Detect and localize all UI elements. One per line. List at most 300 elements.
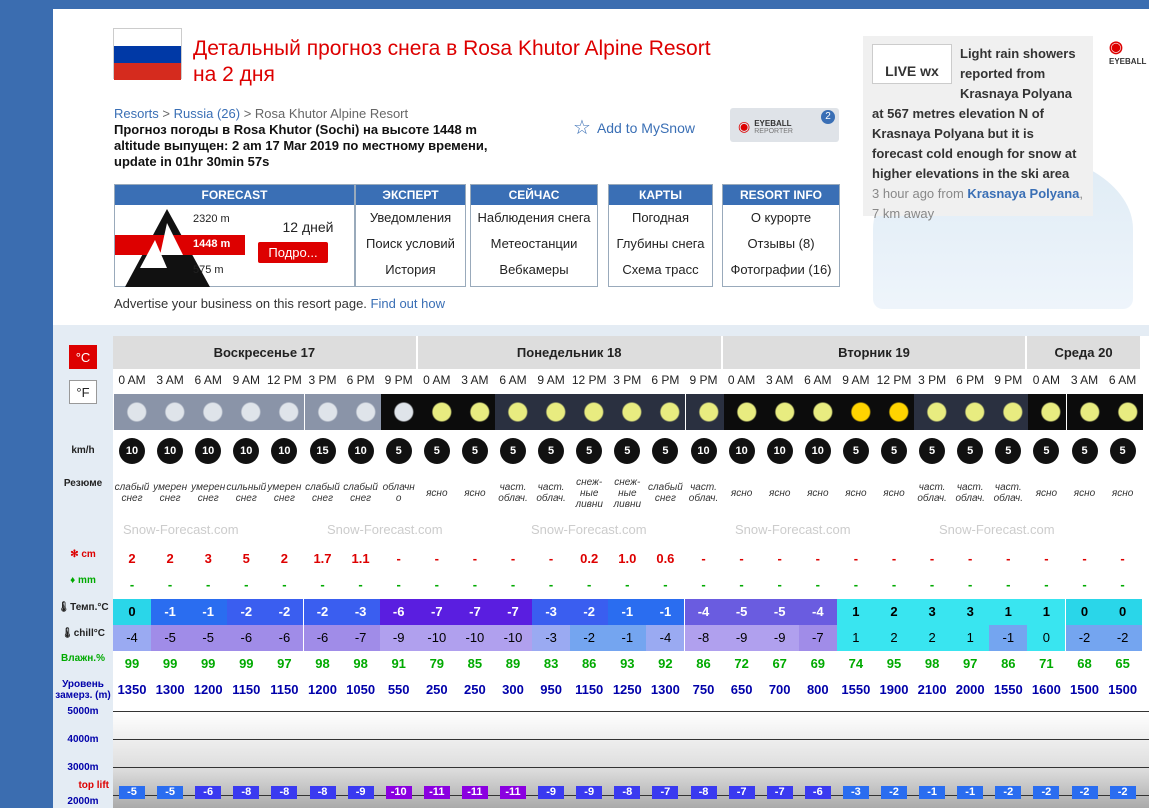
toplift-temp: -11 <box>500 786 526 799</box>
hour-label: 6 PM <box>346 373 375 387</box>
chill-cell: -6 <box>227 625 265 651</box>
raindrop-icon: ♦ <box>70 575 76 586</box>
rain-cell: - <box>625 577 630 592</box>
summary-cell: снеж-ные ливни <box>575 476 603 510</box>
summary-cell: ясно <box>1073 487 1096 499</box>
weather-icon <box>686 394 724 430</box>
weather-icon <box>152 394 190 430</box>
menu-item-snow-depth[interactable]: Глубины снега <box>616 236 705 251</box>
snow-cell: 1.7 <box>313 551 332 566</box>
humidity-cell: 86 <box>581 656 597 671</box>
rain-cell: - <box>1006 577 1011 592</box>
menu-item-about[interactable]: О курорте <box>750 210 812 225</box>
weather-icon <box>724 394 762 430</box>
elev-top: 2320 m <box>193 213 230 225</box>
hour-label: 9 AM <box>842 373 870 387</box>
snow-cell: 1.0 <box>618 551 637 566</box>
humidity-cell: 83 <box>543 656 559 671</box>
temp-label: 🌡Темп.°C <box>57 602 109 613</box>
rain-cell: - <box>1044 577 1049 592</box>
altitude-line <box>113 767 1149 768</box>
toplift-temp: -9 <box>348 786 374 799</box>
info-line1: Прогноз погоды в Rosa Khutor (Sochi) на высоте 1448 m <box>114 122 477 137</box>
report-dist: , 7 km away <box>872 186 1084 221</box>
menu-item-piste-map[interactable]: Схема трасс <box>622 262 699 277</box>
summary-cell: умерен снег <box>191 482 226 504</box>
day-header: Понедельник 18 <box>418 336 723 369</box>
freeze-cell: 300 <box>502 682 524 697</box>
wind-speed-icon: 10 <box>195 438 221 464</box>
eyeball-reporter-button[interactable] <box>730 108 839 142</box>
chill-cell: -7 <box>799 625 837 651</box>
rain-cell: - <box>244 577 249 592</box>
eyeball-corner-label: EYEBALL <box>1109 57 1147 66</box>
chill-cell: -4 <box>113 625 151 651</box>
chill-label: 🌡chill°C <box>61 628 105 639</box>
forecast-table-area <box>53 325 1149 808</box>
temp-cell: -2 <box>227 599 265 625</box>
humidity-cell: 97 <box>277 656 292 671</box>
freeze-cell: 1150 <box>232 682 261 697</box>
temp-cell: -7 <box>456 599 494 625</box>
fahrenheit-button[interactable]: °F <box>69 380 97 404</box>
snow-label: ✻ cm <box>70 549 96 560</box>
summary-cell: ясно <box>464 487 486 499</box>
menu-item-weather-map[interactable]: Погодная <box>631 210 689 225</box>
wind-cell <box>265 432 303 470</box>
snow-cell: 3 <box>204 551 212 566</box>
weather-icon <box>1028 394 1066 430</box>
wind-cell <box>113 432 151 470</box>
russia-flag <box>113 28 182 79</box>
toplift-temp: -2 <box>995 786 1021 799</box>
humidity-cell: 79 <box>429 656 445 671</box>
chill-cell: 2 <box>913 625 951 651</box>
freeze-cell: 1200 <box>193 682 223 697</box>
menu-item-search[interactable]: Поиск условий <box>366 236 455 251</box>
chill-cell: -8 <box>685 625 723 651</box>
hour-label: 12 PM <box>267 373 302 387</box>
snow-cell: - <box>853 551 859 566</box>
forecast-info <box>114 122 494 170</box>
advert-link[interactable]: Find out how <box>370 296 445 311</box>
temp-cell: 1 <box>1027 599 1065 625</box>
wind-cell <box>227 432 265 470</box>
snow-cell: - <box>1006 551 1011 566</box>
add-mysnow-label: Add to MySnow <box>596 119 695 136</box>
hour-label: 9 PM <box>384 373 413 387</box>
chill-cell: 1 <box>951 625 989 651</box>
wind-speed-icon: 10 <box>691 438 717 464</box>
hour-label: 0 AM <box>727 373 756 387</box>
freeze-cell: 550 <box>387 682 410 697</box>
snow-cell: 2 <box>166 551 174 566</box>
humidity-label: Влажн.% <box>61 653 105 664</box>
snow-cell: - <box>1082 551 1087 566</box>
summary-cell: сильный снег <box>226 482 267 504</box>
toplift-temp: -11 <box>424 786 450 799</box>
temp-cell: -5 <box>723 599 761 625</box>
freeze-cell: 1550 <box>993 682 1023 697</box>
summary-cell: ясно <box>807 487 829 499</box>
rain-cell: - <box>1082 577 1087 592</box>
chill-cell: -3 <box>532 625 570 651</box>
humidity-cell: 93 <box>620 656 635 671</box>
page-title: Детальный прогноз снега в Rosa Khutor Alpine Resort на 2 дня <box>193 37 711 86</box>
temp-cell: -1 <box>646 599 684 625</box>
wind-cell <box>913 432 951 470</box>
wind-speed-icon: 10 <box>805 438 831 464</box>
snow-cell: - <box>434 551 439 566</box>
snow-cell: - <box>548 551 554 566</box>
hour-label: 3 AM <box>461 373 489 387</box>
freeze-cell: 2100 <box>917 682 947 697</box>
crumb-resort: Rosa Khutor Alpine Resort <box>254 106 409 121</box>
wind-cell <box>799 432 837 470</box>
summary-cell: ясно <box>768 487 791 499</box>
weather-icon <box>419 394 457 430</box>
humidity-cell: 89 <box>505 656 521 671</box>
watermark: Snow-Forecast.com <box>123 522 239 537</box>
snow-cell: - <box>739 551 744 566</box>
temp-cell: -5 <box>761 599 799 625</box>
menu-item-stations[interactable]: Метеостанции <box>490 236 578 251</box>
humidity-cell: 86 <box>1001 656 1016 671</box>
summary-cell: част. облач. <box>536 482 566 504</box>
summary-cell: слабый снег <box>343 482 378 504</box>
wind-speed-icon: 5 <box>1072 438 1098 464</box>
rain-cell: - <box>701 577 706 592</box>
crumb-resorts[interactable]: Resorts <box>114 106 159 121</box>
temp-cell: -2 <box>304 599 342 625</box>
wind-label: km/h <box>71 445 95 456</box>
freeze-cell: 1350 <box>117 682 147 697</box>
alt-4000-label: 4000m <box>67 734 99 745</box>
summary-cell: снеж-ные ливни <box>613 476 642 510</box>
chill-cell: -10 <box>456 625 494 651</box>
chill-cell: -10 <box>418 625 456 651</box>
wind-speed-icon: 5 <box>1033 438 1059 464</box>
eyeball-label: EYEBALL <box>754 118 792 128</box>
rain-cell: - <box>358 577 363 592</box>
star-icon: ☆ <box>573 117 591 139</box>
report-ago: 3 hour ago from <box>872 186 964 201</box>
weather-icon <box>914 394 952 430</box>
wind-cell <box>1104 432 1142 470</box>
toplift-temp: -9 <box>538 786 564 799</box>
temp-cell: -7 <box>494 599 532 625</box>
temp-cell: -1 <box>189 599 227 625</box>
menu-now-title[interactable]: СЕЙЧАС <box>471 185 597 205</box>
alt-2000-label: 2000m <box>67 796 99 807</box>
temp-cell: -3 <box>532 599 570 625</box>
hour-label: 9 PM <box>689 373 718 387</box>
freeze-cell: 1150 <box>575 682 604 697</box>
freeze-cell: 1500 <box>1070 682 1099 697</box>
forecast-header[interactable]: FORECAST <box>115 185 354 205</box>
freeze-cell: 1250 <box>612 682 642 697</box>
wind-speed-icon: 5 <box>652 438 678 464</box>
rain-label: ♦ mm <box>70 575 96 586</box>
summary-cell: част. облач. <box>917 482 947 504</box>
snow-cell: - <box>510 551 516 566</box>
temp-cell: -2 <box>265 599 303 625</box>
temp-cell: -2 <box>570 599 608 625</box>
report-text: Light rain showers reported from Krasnaya Polyana at 567 metres elevation N of Krasnaya Polyana but it is forecast cold enough for snow at higher elevations in the ski area <box>872 46 1077 181</box>
snow-cell: - <box>396 551 401 566</box>
freeze-label: Уровень замерз. (m) <box>55 679 111 701</box>
wind-cell <box>189 432 227 470</box>
toplift-temp: -2 <box>1110 786 1136 799</box>
summary-cell: част. облач. <box>993 482 1024 504</box>
wind-speed-icon: 5 <box>1110 438 1136 464</box>
rain-cell: - <box>1120 577 1125 592</box>
rain-cell: - <box>968 577 973 592</box>
humidity-cell: 92 <box>658 656 673 671</box>
chill-cell: -5 <box>151 625 189 651</box>
chill-cell: 2 <box>875 625 913 651</box>
snow-cell: 5 <box>242 551 250 566</box>
freeze-cell: 1150 <box>270 682 299 697</box>
summary-cell: ясно <box>730 487 753 499</box>
toplift-temp: -7 <box>767 786 793 799</box>
wind-cell <box>304 432 342 470</box>
freeze-cell: 2000 <box>955 682 985 697</box>
rain-cell: - <box>510 577 516 592</box>
altitude-line <box>113 739 1149 740</box>
wind-speed-icon: 5 <box>576 438 602 464</box>
summary-cell: ясно <box>1035 487 1058 499</box>
temp-cell: 0 <box>113 599 151 625</box>
rain-cell: - <box>320 577 325 592</box>
wind-speed-icon: 5 <box>881 438 907 464</box>
day-header: Среда 20 <box>1027 336 1141 369</box>
wind-cell <box>646 432 684 470</box>
weather-icon <box>343 394 381 430</box>
toplift-temp: -6 <box>195 786 221 799</box>
wind-cell <box>342 432 380 470</box>
menu-item-alerts[interactable]: Уведомления <box>369 210 452 225</box>
menu-item-webcams[interactable]: Вебкамеры <box>499 262 569 277</box>
elev-mid: 1448 m <box>193 238 231 250</box>
summary-cell: слабый снег <box>648 482 683 504</box>
hour-label: 6 AM <box>194 373 222 387</box>
hour-label: 6 AM <box>1108 373 1137 387</box>
freeze-cell: 750 <box>692 682 715 697</box>
menu-expert <box>355 184 466 287</box>
toplift-temp: -5 <box>119 786 145 799</box>
weather-icon <box>800 394 838 430</box>
chill-cell: -9 <box>380 625 418 651</box>
toplift-temp: -8 <box>271 786 297 799</box>
temp-cell: -6 <box>380 599 418 625</box>
toplift-temp: -8 <box>310 786 336 799</box>
watermark: Snow-Forecast.com <box>735 522 851 537</box>
menu-item-snow-obs[interactable]: Наблюдения снега <box>477 210 591 225</box>
wind-cell <box>951 432 989 470</box>
wind-speed-icon: 10 <box>233 438 259 464</box>
snow-cell: 0.2 <box>580 551 599 566</box>
snow-cell: - <box>472 551 478 566</box>
toplift-temp: -1 <box>919 786 945 799</box>
wind-speed-icon: 10 <box>157 438 183 464</box>
hour-label: 0 AM <box>1032 373 1061 387</box>
chill-cell: -7 <box>342 625 380 651</box>
livewx-logo: LIVE wx <box>872 44 952 84</box>
wind-cell <box>1027 432 1065 470</box>
rain-cell: - <box>282 577 287 592</box>
breadcrumb: Resorts > Russia (26) > Rosa Khutor Alpine Resort <box>114 106 409 121</box>
temp-cell: -3 <box>342 599 380 625</box>
temp-cell: 0 <box>1066 599 1104 625</box>
info-line2: altitude выпущен: 2 am 17 Mar 2019 по местному времени, update in 01hr 30min 57s <box>114 138 488 169</box>
weather-icon <box>305 394 343 430</box>
rain-cell: - <box>434 577 439 592</box>
humidity-cell: 65 <box>1115 656 1130 671</box>
wind-cell <box>456 432 494 470</box>
hour-label: 0 AM <box>423 373 451 387</box>
weather-icon <box>533 394 571 430</box>
temp-cell: 2 <box>875 599 913 625</box>
wind-cell <box>494 432 532 470</box>
eye-icon-2: ◉ <box>1109 39 1123 56</box>
chill-cell: -2 <box>1066 625 1104 651</box>
menu-maps-title[interactable]: КАРТЫ <box>609 185 712 205</box>
menu-expert-title[interactable]: ЭКСПЕРТ <box>356 185 465 205</box>
wind-speed-icon: 5 <box>386 438 412 464</box>
freeze-cell: 1600 <box>1031 682 1061 697</box>
watermark: Snow-Forecast.com <box>327 522 443 537</box>
weather-icon <box>190 394 228 430</box>
mountain-elevation-graphic[interactable] <box>115 205 265 287</box>
chill-cell: -2 <box>570 625 608 651</box>
freeze-cell: 250 <box>464 682 486 697</box>
weather-icon <box>266 394 304 430</box>
menu-item-history[interactable]: История <box>385 262 436 277</box>
snow-cell: 2 <box>280 551 288 566</box>
eyeball-count-badge: 2 <box>821 110 835 124</box>
eyeball-corner-logo[interactable] <box>1109 37 1149 66</box>
wind-cell <box>685 432 723 470</box>
hour-label: 3 PM <box>613 373 642 387</box>
weather-icon <box>876 394 914 430</box>
toplift-temp: -6 <box>805 786 831 799</box>
wind-cell <box>723 432 761 470</box>
elev-bot: 575 m <box>193 264 224 276</box>
humidity-cell: 72 <box>734 656 749 671</box>
freeze-cell: 1200 <box>308 682 337 697</box>
report-place-link[interactable]: Krasnaya Polyana <box>967 186 1080 201</box>
menu-resort-info <box>722 184 840 287</box>
toplift-temp: -2 <box>1072 786 1098 799</box>
weather-icon <box>571 394 609 430</box>
watermark: Snow-Forecast.com <box>939 522 1055 537</box>
altitude-line <box>113 711 1149 712</box>
menu-resort-info-title[interactable]: RESORT INFO <box>723 185 839 205</box>
temp-cell: -1 <box>151 599 189 625</box>
freeze-cell: 1550 <box>841 682 871 697</box>
rain-cell: - <box>167 577 173 592</box>
hour-label: 3 AM <box>1070 373 1099 387</box>
humidity-cell: 97 <box>962 656 978 671</box>
more-button[interactable]: Подро... <box>258 242 328 263</box>
wind-speed-icon: 5 <box>500 438 526 464</box>
wind-cell <box>151 432 189 470</box>
wind-speed-icon: 10 <box>119 438 145 464</box>
humidity-cell: 86 <box>696 656 711 671</box>
toplift-temp: -2 <box>881 786 907 799</box>
add-mysnow-button[interactable] <box>573 115 695 140</box>
wind-speed-icon: 10 <box>729 438 755 464</box>
menu-now <box>470 184 598 287</box>
toplift-temp: -5 <box>157 786 183 799</box>
chill-cell: -1 <box>608 625 646 651</box>
wind-speed-icon: 5 <box>462 438 488 464</box>
chill-cell: 0 <box>1027 625 1065 651</box>
hour-label: 9 AM <box>232 373 260 387</box>
chill-cell: -6 <box>265 625 303 651</box>
weather-icon <box>609 394 647 430</box>
temp-cell: -4 <box>685 599 723 625</box>
menu-item-photos[interactable]: Фотографии (16) <box>730 262 832 277</box>
hour-label: 6 PM <box>651 373 680 387</box>
rain-cell: - <box>777 577 782 592</box>
rain-cell: - <box>548 577 554 592</box>
crumb-country[interactable]: Russia (26) <box>173 106 241 121</box>
weather-icon <box>952 394 990 430</box>
humidity-cell: 98 <box>353 656 368 671</box>
wind-speed-icon: 10 <box>271 438 297 464</box>
wind-speed-icon: 5 <box>538 438 564 464</box>
wind-speed-icon: 5 <box>957 438 983 464</box>
snow-cell: - <box>968 551 973 566</box>
freeze-cell: 250 <box>425 682 448 697</box>
snow-cell: 1.1 <box>351 551 370 566</box>
rain-cell: - <box>206 577 211 592</box>
menu-maps <box>608 184 713 287</box>
summary-cell: ясно <box>845 487 867 499</box>
humidity-cell: 69 <box>810 656 826 671</box>
rain-cell: - <box>929 577 935 592</box>
freeze-cell: 1900 <box>879 682 909 697</box>
weather-icon <box>495 394 533 430</box>
chill-cell: -4 <box>646 625 684 651</box>
chill-cell: -9 <box>723 625 761 651</box>
toplift-temp: -8 <box>233 786 259 799</box>
weather-icon <box>647 394 685 430</box>
alt-5000-label: 5000m <box>67 706 99 717</box>
rain-cell: - <box>472 577 478 592</box>
humidity-cell: 91 <box>391 656 406 671</box>
chill-cell: -10 <box>494 625 532 651</box>
humidity-cell: 99 <box>239 656 254 671</box>
summary-cell: слабый снег <box>114 482 150 504</box>
weather-icon <box>228 394 266 430</box>
alt-3000-label: 3000m <box>67 762 99 773</box>
hour-label: 3 AM <box>766 373 794 387</box>
rain-cell: - <box>853 577 859 592</box>
celsius-button[interactable]: °C <box>69 345 97 369</box>
menu-item-reviews[interactable]: Отзывы (8) <box>747 236 815 251</box>
summary-label: Резюме <box>63 478 103 489</box>
wind-speed-icon: 5 <box>919 438 945 464</box>
weather-icon <box>457 394 495 430</box>
weather-icon <box>381 394 419 430</box>
rain-cell: - <box>587 577 592 592</box>
toplift-temp: -10 <box>386 786 412 799</box>
watermark: Snow-Forecast.com <box>531 522 647 537</box>
chill-cell: -5 <box>189 625 227 651</box>
